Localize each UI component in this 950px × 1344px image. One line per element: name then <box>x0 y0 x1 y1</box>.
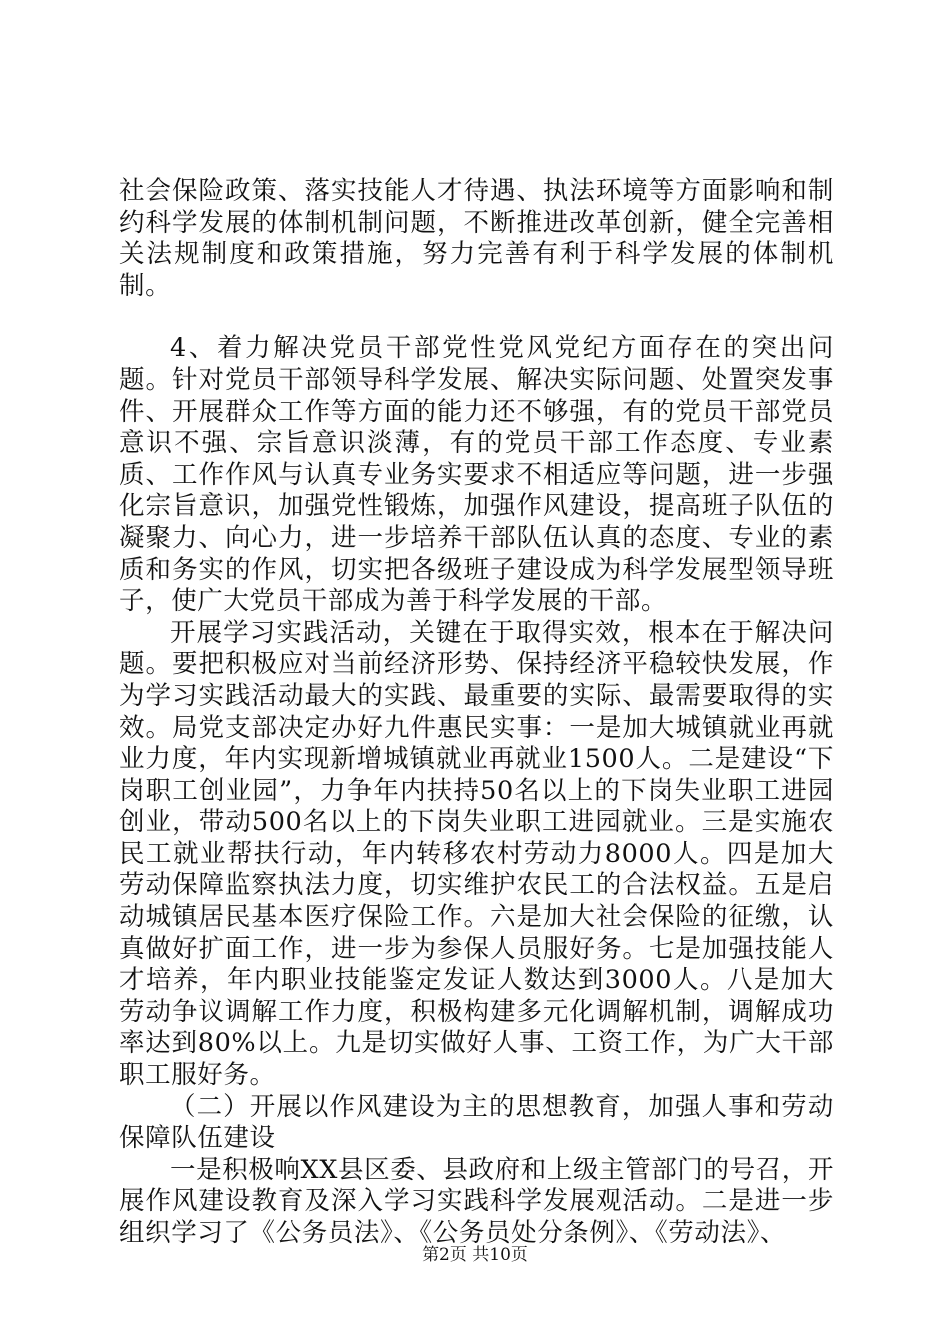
paragraph-continuation: 社会保险政策、落实技能人才待遇、执法环境等方面影响和制约科学发展的体制机制问题，不断推进改革创新，健全完善相关法规制度和政策措施，努力完善有利于科学发展的体制机制。 <box>119 176 834 301</box>
section-heading-2: （二）开展以作风建设为主的思想教育，加强人事和劳动保障队伍建设 <box>119 1091 834 1154</box>
page-number-footer: 第2页 共10页 <box>422 1245 528 1265</box>
paragraph-item-4: 4、着力解决党员干部党性党风党纪方面存在的突出问题。针对党员干部领导科学发展、解决实际问题、处置突发事件、开展群众工作等方面的能力还不够强，有的党员干部党员意识不强、宗旨意识淡薄，有的党员干部工作态度、专业素质、工作作风与认真专业务实要求不相适应等问题，进一步强化宗旨意识，加强党性锻炼，加强作风建设，提高班子队伍的凝聚力、向心力，进一步培养干部队伍认真的态度、专业的素质和务实的作风，切实把各级班子建设成为科学发展型领导班子，使广大党员干部成为善于科学发展的干部。 <box>119 333 834 617</box>
paragraph-style-building: 一是积极响XX县区委、县政府和上级主管部门的号召，开展作风建设教育及深入学习实践科学发展观活动。二是进一步组织学习了《公务员法》、《公务员处分条例》、《劳动法》、 <box>119 1154 834 1248</box>
document-body <box>119 176 834 1250</box>
paragraph-practice-activities: 开展学习实践活动，关键在于取得实效，根本在于解决问题。要把积极应对当前经济形势、保持经济平稳较快发展，作为学习实践活动最大的实践、最重要的实际、最需要取得的实效。局党支部决定办好九件惠民实事：一是加大城镇就业再就业力度，年内实现新增城镇就业再就业1500人。二是建设“下岗职工创业园”，力争年内扶持50名以上的下岗失业职工进园创业，带动500名以上的下岗失业职工进园就业。三是实施农民工就业帮扶行动，年内转移农村劳动力8000人。四是加大劳动保障监察执法力度，切实维护农民工的合法权益。五是启动城镇居民基本医疗保险工作。六是加大社会保险的征缴，认真做好扩面工作，进一步为参保人员服好务。七是加强技能人才培养，年内职业技能鉴定发证人数达到3000人。八是加大劳动争议调解工作力度，积极构建多元化调解机制，调解成功率达到80%以上。九是切实做好人事、工资工作，为广大干部职工服好务。 <box>119 617 834 1091</box>
